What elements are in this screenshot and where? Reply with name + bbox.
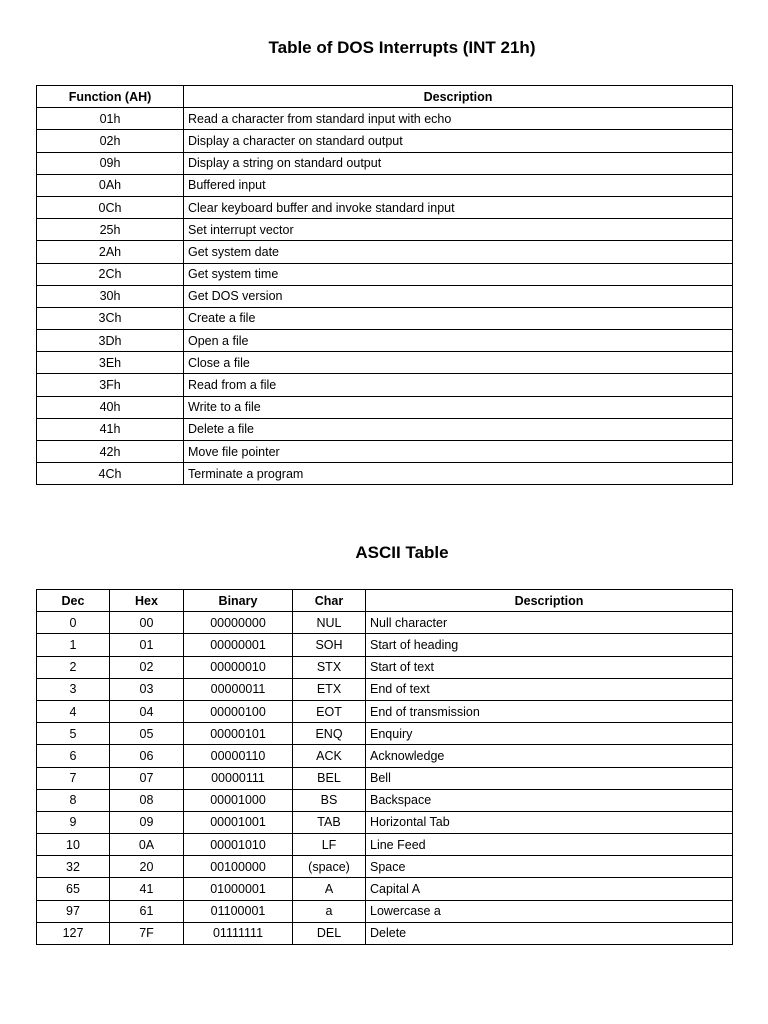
cell-function-code: 02h	[37, 130, 184, 152]
cell-binary: 01100001	[184, 900, 293, 922]
cell-char: TAB	[293, 811, 366, 833]
table-row	[37, 441, 733, 463]
table-row	[37, 196, 733, 218]
cell-description: Backspace	[366, 789, 733, 811]
cell-description: Bell	[366, 767, 733, 789]
table-row	[37, 418, 733, 440]
cell-function-code: 0Ah	[37, 174, 184, 196]
cell-binary: 00001010	[184, 834, 293, 856]
cell-hex: 20	[110, 856, 184, 878]
column-header-description: Description	[184, 86, 733, 108]
table-row	[37, 374, 733, 396]
cell-char: A	[293, 878, 366, 900]
cell-dec: 2	[37, 656, 110, 678]
cell-description: Move file pointer	[184, 441, 733, 463]
cell-dec: 3	[37, 678, 110, 700]
table-row	[37, 678, 733, 700]
cell-description: End of transmission	[366, 700, 733, 722]
table-row	[37, 856, 733, 878]
cell-function-code: 42h	[37, 441, 184, 463]
cell-dec: 0	[37, 612, 110, 634]
cell-char: LF	[293, 834, 366, 856]
column-header-dec: Dec	[37, 590, 110, 612]
cell-description: Start of heading	[366, 634, 733, 656]
cell-description: Capital A	[366, 878, 733, 900]
cell-description: Buffered input	[184, 174, 733, 196]
table-row	[37, 219, 733, 241]
cell-char: NUL	[293, 612, 366, 634]
cell-char: (space)	[293, 856, 366, 878]
table-row	[37, 263, 733, 285]
column-header-binary: Binary	[184, 590, 293, 612]
cell-function-code: 3Dh	[37, 330, 184, 352]
table-row	[37, 634, 733, 656]
column-header-char: Char	[293, 590, 366, 612]
cell-char: ACK	[293, 745, 366, 767]
cell-description: Write to a file	[184, 396, 733, 418]
cell-dec: 1	[37, 634, 110, 656]
cell-function-code: 40h	[37, 396, 184, 418]
table-row	[37, 612, 733, 634]
cell-char: a	[293, 900, 366, 922]
table-row	[37, 330, 733, 352]
cell-description: Read a character from standard input with echo	[184, 108, 733, 130]
cell-hex: 0A	[110, 834, 184, 856]
cell-char: BS	[293, 789, 366, 811]
cell-description: Acknowledge	[366, 745, 733, 767]
cell-dec: 9	[37, 811, 110, 833]
cell-binary: 00000001	[184, 634, 293, 656]
table-row	[37, 922, 733, 944]
cell-dec: 7	[37, 767, 110, 789]
cell-description: Line Feed	[366, 834, 733, 856]
ascii-table	[36, 589, 733, 945]
cell-description: Get system date	[184, 241, 733, 263]
cell-description: Display a character on standard output	[184, 130, 733, 152]
table-row	[37, 745, 733, 767]
cell-function-code: 2Ah	[37, 241, 184, 263]
table-row	[37, 789, 733, 811]
table-row	[37, 834, 733, 856]
cell-function-code: 3Fh	[37, 374, 184, 396]
table-row	[37, 396, 733, 418]
table-row	[37, 108, 733, 130]
cell-hex: 07	[110, 767, 184, 789]
cell-description: Space	[366, 856, 733, 878]
cell-hex: 05	[110, 723, 184, 745]
cell-binary: 00000110	[184, 745, 293, 767]
cell-function-code: 01h	[37, 108, 184, 130]
cell-dec: 65	[37, 878, 110, 900]
dos-table-title: Table of DOS Interrupts (INT 21h)	[268, 38, 536, 57]
table-row	[37, 656, 733, 678]
cell-description: Enquiry	[366, 723, 733, 745]
cell-dec: 97	[37, 900, 110, 922]
cell-char: STX	[293, 656, 366, 678]
cell-binary: 00000111	[184, 767, 293, 789]
table-row	[37, 174, 733, 196]
cell-hex: 7F	[110, 922, 184, 944]
cell-hex: 08	[110, 789, 184, 811]
cell-dec: 4	[37, 700, 110, 722]
table-row	[37, 811, 733, 833]
cell-description: End of text	[366, 678, 733, 700]
cell-dec: 10	[37, 834, 110, 856]
cell-hex: 09	[110, 811, 184, 833]
cell-char: ETX	[293, 678, 366, 700]
cell-description: Horizontal Tab	[366, 811, 733, 833]
cell-function-code: 3Ch	[37, 307, 184, 329]
cell-binary: 00001001	[184, 811, 293, 833]
column-header-function: Function (AH)	[37, 86, 184, 108]
cell-hex: 03	[110, 678, 184, 700]
cell-description: Start of text	[366, 656, 733, 678]
cell-description: Set interrupt vector	[184, 219, 733, 241]
cell-binary: 00000101	[184, 723, 293, 745]
ascii-table-title: ASCII Table	[355, 543, 449, 562]
table-row	[37, 700, 733, 722]
cell-function-code: 2Ch	[37, 263, 184, 285]
cell-dec: 5	[37, 723, 110, 745]
cell-description: Open a file	[184, 330, 733, 352]
cell-dec: 32	[37, 856, 110, 878]
cell-binary: 00000100	[184, 700, 293, 722]
cell-description: Delete	[366, 922, 733, 944]
cell-hex: 00	[110, 612, 184, 634]
cell-function-code: 41h	[37, 418, 184, 440]
cell-hex: 06	[110, 745, 184, 767]
cell-binary: 00100000	[184, 856, 293, 878]
cell-char: BEL	[293, 767, 366, 789]
cell-description: Display a string on standard output	[184, 152, 733, 174]
cell-binary: 01000001	[184, 878, 293, 900]
cell-char: DEL	[293, 922, 366, 944]
cell-char: EOT	[293, 700, 366, 722]
cell-binary: 00001000	[184, 789, 293, 811]
cell-char: SOH	[293, 634, 366, 656]
cell-function-code: 09h	[37, 152, 184, 174]
cell-function-code: 0Ch	[37, 196, 184, 218]
cell-description: Get DOS version	[184, 285, 733, 307]
cell-binary: 00000000	[184, 612, 293, 634]
cell-description: Lowercase a	[366, 900, 733, 922]
cell-description: Get system time	[184, 263, 733, 285]
table-header-row	[37, 590, 733, 612]
cell-char: ENQ	[293, 723, 366, 745]
table-row	[37, 130, 733, 152]
table-row	[37, 285, 733, 307]
table-row	[37, 878, 733, 900]
cell-description: Terminate a program	[184, 463, 733, 485]
cell-binary: 00000010	[184, 656, 293, 678]
cell-function-code: 3Eh	[37, 352, 184, 374]
table-row	[37, 723, 733, 745]
column-header-description: Description	[366, 590, 733, 612]
cell-binary: 01111111	[184, 922, 293, 944]
table-row	[37, 767, 733, 789]
table-row	[37, 307, 733, 329]
cell-hex: 41	[110, 878, 184, 900]
cell-dec: 127	[37, 922, 110, 944]
cell-binary: 00000011	[184, 678, 293, 700]
cell-function-code: 4Ch	[37, 463, 184, 485]
cell-description: Close a file	[184, 352, 733, 374]
table-row	[37, 900, 733, 922]
cell-hex: 02	[110, 656, 184, 678]
cell-description: Create a file	[184, 307, 733, 329]
cell-hex: 01	[110, 634, 184, 656]
cell-function-code: 30h	[37, 285, 184, 307]
cell-hex: 04	[110, 700, 184, 722]
cell-description: Clear keyboard buffer and invoke standard input	[184, 196, 733, 218]
cell-dec: 6	[37, 745, 110, 767]
cell-description: Null character	[366, 612, 733, 634]
table-row	[37, 463, 733, 485]
cell-dec: 8	[37, 789, 110, 811]
cell-function-code: 25h	[37, 219, 184, 241]
table-header-row	[37, 86, 733, 108]
cell-description: Read from a file	[184, 374, 733, 396]
column-header-hex: Hex	[110, 590, 184, 612]
dos-interrupts-table	[36, 85, 733, 485]
table-row	[37, 152, 733, 174]
cell-description: Delete a file	[184, 418, 733, 440]
table-row	[37, 352, 733, 374]
table-row	[37, 241, 733, 263]
cell-hex: 61	[110, 900, 184, 922]
